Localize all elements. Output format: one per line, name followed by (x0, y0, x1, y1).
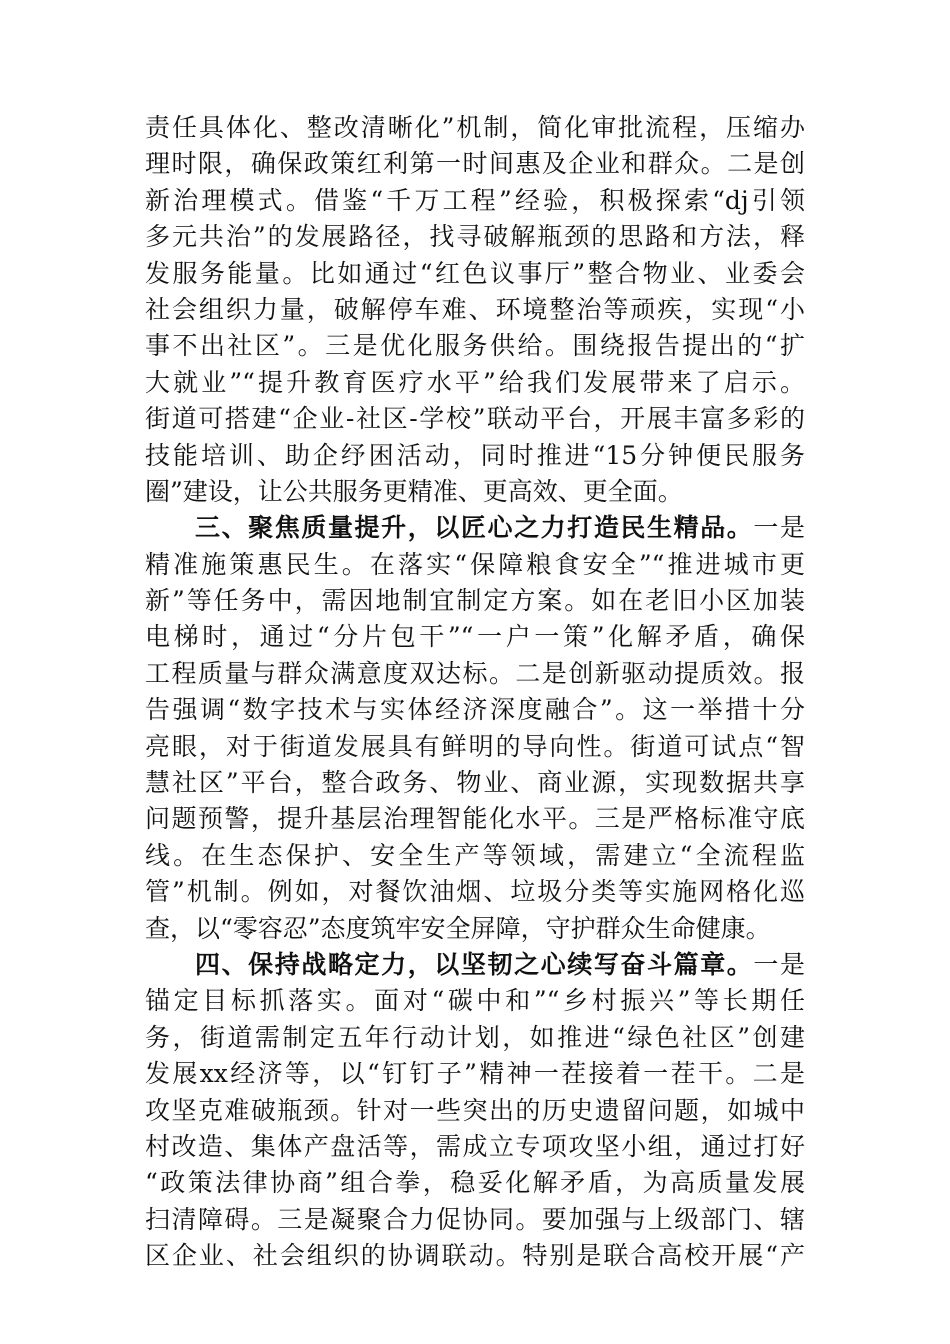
text-line: 事不出社区”。三是优化服务供给。围绕报告提出的“扩 (145, 331, 805, 361)
document-body (145, 110, 805, 1275)
text-line: 查，以“零容忍”态度筑牢安全屏障，守护群众生命健康。 (145, 913, 771, 943)
text-line: 问题预警，提升基层治理智能化水平。三是严格标准守底 (145, 804, 805, 834)
text-line: 扫清障碍。三是凝聚合力促协同。要加强与上级部门、辖 (145, 1204, 805, 1234)
text-line: 理时限，确保政策红利第一时间惠及企业和群众。二是创 (145, 149, 805, 179)
paragraph-first-line (145, 510, 805, 546)
text-line: 攻坚克难破瓶颈。针对一些突出的历史遗留问题，如城中 (145, 1095, 805, 1125)
section-heading: 三、聚焦质量提升，以匠心之力打造民生精品。 (195, 513, 754, 543)
text-line: 新”等任务中，需因地制宜制定方案。如在老旧小区加装 (145, 586, 805, 616)
text-line: 发服务能量。比如通过“红色议事厅”整合物业、业委会 (145, 258, 805, 288)
text-line: 大就业”“提升教育医疗水平”给我们发展带来了启示。 (145, 367, 805, 397)
text-line: 精准施策惠民生。在落实“保障粮食安全”“推进城市更 (145, 549, 805, 579)
text-line: 告强调“数字技术与实体经济深度融合”。这一举措十分 (145, 695, 805, 725)
text-line: 管”机制。例如，对餐饮油烟、垃圾分类等实施网格化巡 (145, 877, 805, 907)
text-line: 发展xx经济等，以“钉钉子”精神一茬接着一茬干。二是 (145, 1059, 805, 1089)
text-line: 务，街道需制定五年行动计划，如推进“绿色社区”创建 (145, 1022, 805, 1052)
text-line: 区企业、社会组织的协调联动。特别是联合高校开展“产 (145, 1241, 805, 1271)
text-run: 一是 (753, 513, 805, 543)
text-line: “政策法律协商”组合拳，稳妥化解矛盾，为高质量发展 (145, 1168, 805, 1198)
paragraph-first-line (145, 947, 805, 983)
text-line: 工程质量与群众满意度双达标。二是创新驱动提质效。报 (145, 658, 805, 688)
text-line: 线。在生态保护、安全生产等领域，需建立“全流程监 (145, 840, 805, 870)
text-line: 锚定目标抓落实。面对“碳中和”“乡村振兴”等长期任 (145, 986, 805, 1016)
text-line: 亮眼，对于街道发展具有鲜明的导向性。街道可试点“智 (145, 731, 805, 761)
text-line: 责任具体化、整改清晰化”机制，简化审批流程，压缩办 (145, 113, 805, 142)
text-line: 多元共治”的发展路径，找寻破解瓶颈的思路和方法，释 (145, 222, 805, 252)
text-run: 一是 (753, 949, 805, 979)
text-line: 慧社区”平台，整合政务、物业、商业源，实现数据共享 (145, 768, 805, 798)
text-line: 村改造、集体产盘活等，需成立专项攻坚小组，通过打好 (145, 1131, 805, 1161)
text-line: 社会组织力量，破解停车难、环境整治等顽疾，实现“小 (145, 294, 805, 324)
text-line: 新治理模式。借鉴“千万工程”经验，积极探索“dj引领 (145, 185, 805, 215)
text-line: 圈”建设，让公共服务更精准、更高效、更全面。 (145, 476, 683, 506)
section-heading: 四、保持战略定力，以坚韧之心续写奋斗篇章。 (195, 949, 754, 979)
text-line: 电梯时，通过“分片包干”“一户一策”化解矛盾，确保 (145, 622, 805, 652)
text-line: 技能培训、助企纾困活动，同时推进“15分钟便民服务 (145, 440, 805, 470)
text-line: 街道可搭建“企业-社区-学校”联动平台，开展丰富多彩的 (145, 404, 805, 434)
